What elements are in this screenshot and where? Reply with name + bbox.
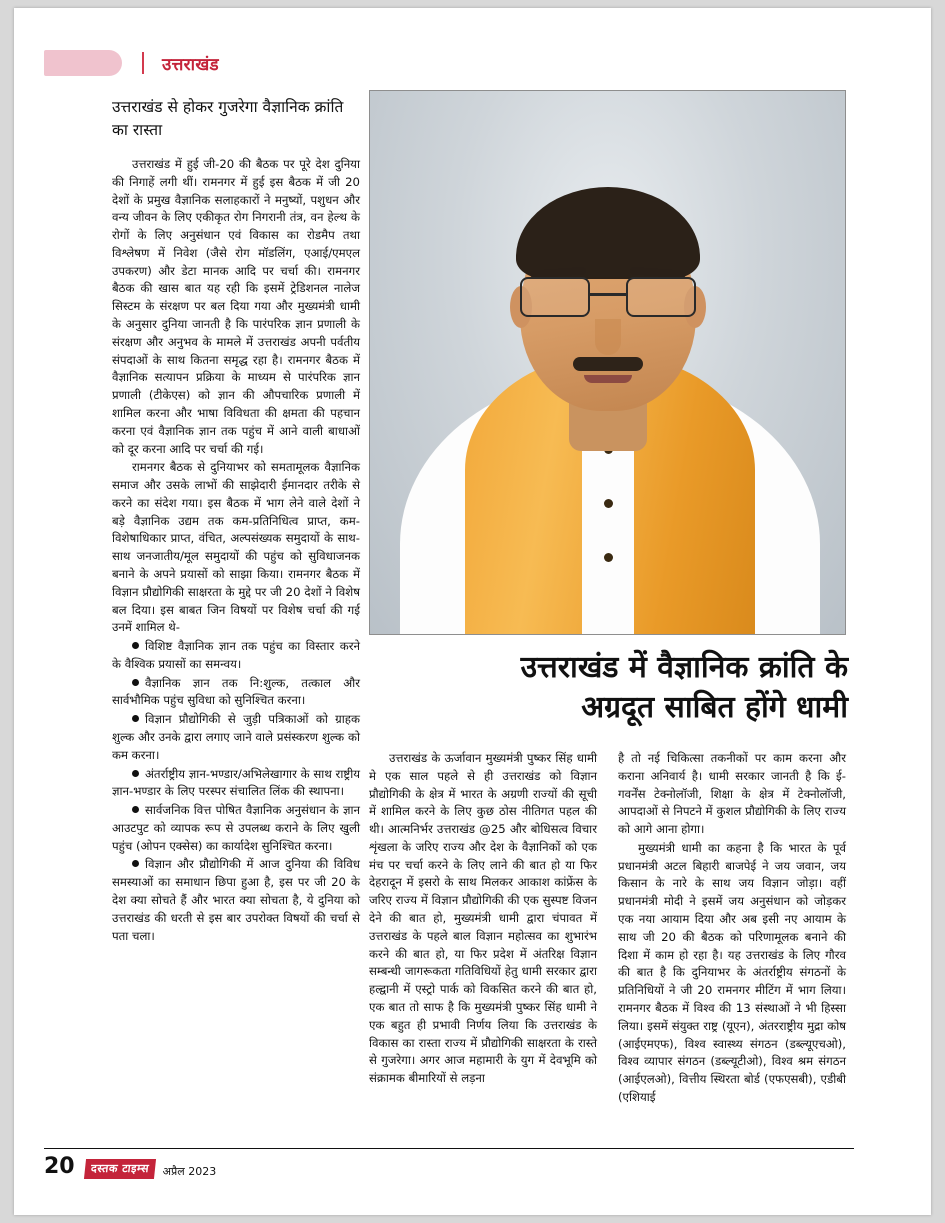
photo-mouth xyxy=(584,375,632,383)
article-photo xyxy=(369,90,846,635)
page-title xyxy=(366,648,848,727)
left-column xyxy=(112,156,360,946)
paragraph: उत्तराखंड के ऊर्जावान मुख्यमंत्री पुष्कर सिंह धामी मे एक साल पहले से ही उत्तराखंड को विज्ञान प्रौद्योगिकी के क्षेत्र में भारत के अग्रणी राज्यों की सूची में शामिल करने के लिए कुछ ठोस नीतिगत पहल की थी। आत्मनिर्भर उत्तराखंड @25 और बोधिसत्व विचार शृंखला के जरिए राज्य और देश के वैज्ञानिकों को एक मंच पर चर्चा करने के लिए लाने की बात हो या फिर देहरादून में इसरो के साथ मिलकर आकाश कांफ्रेंस के जरिए राज्य में विज्ञान प्रौद्योगिकी की एक सुस्पष्ट विजन देने की बात हो, मुख्यमंत्री धामी द्वारा चंपावत में उत्तराखंड के पहले बाल विज्ञान महोत्सव का शुभारंभ करने की बात हो, या फिर प्रदेश में अंतरिक्ष विज्ञान सम्बन्धी जागरूकता गतिविधियों हेतु धामी सरकार द्वारा हल्द्वानी में एस्ट्रो पार्क को विकसित करने की बात हो, एक बात तो साफ है कि मुख्यमंत्री पुष्कर सिंह धामी ने एक बहुत ही प्रभावी निर्णय लिया कि उत्तराखंड के विकास का रास्ता राज्य में प्रौद्योगिकी साक्षरता के रास्ते से गुजरेगा। अगर आज महामारी के युग में देवभूमि को संक्रामक बीमारियों से लड़ना xyxy=(369,751,597,1086)
publication-logo: दस्तक टाइम्स xyxy=(84,1159,156,1179)
bullet-item xyxy=(112,675,360,711)
headline-line-1: उत्तराखंड में वैज्ञानिक क्रांति के xyxy=(520,650,848,685)
paragraph: उत्तराखंड में हुई जी-20 की बैठक पर पूरे देश दुनिया की निगाहें लगी थीं। रामनगर में हुई इस बैठक में जी 20 देशों के प्रमुख वैज्ञानिक सलाहकारों ने मनुष्यों, पशुधन और वन्य जीवन के लिए एकीकृत रोग निगरानी तंत्र, वन हेल्थ के रोगों के लिए अनुसंधान एवं विकास का रोडमैप तथा विश्लेषण में निवेश (जैसे रोग मॉडलिंग, एआई/एमएल उपकरण) और डेटा मानक आदि पर चर्चा की। रामनगर बैठक की खास बात यह रही कि इसमें ट्रेडिशनल नालेज सिस्टम के संरक्षण पर बल दिया गया और मुख्यमंत्री धामी के अनुसार दुनिया जानती है कि पारंपरिक ज्ञान प्रणाली के संरक्षण और अनुभव के मामले में उत्तराखंड अपनी पर्वतीय संपदाओं के साथ कितना समृद्ध रहा है। रामनगर बैठक में वैज्ञानिक सत्यापन प्रक्रिया के माध्यम से पारंपरिक ज्ञान प्रणाली (टीकेएस) को ज्ञान की औपचारिक प्रणाली में शामिल करना और भाषा विविधता की क्षमता की पहचान करना एवं वैज्ञानिक ज्ञान तक पहुंच में आने वाली बाधाओं को दूर करना आदि पर चर्चा की गई। xyxy=(112,157,360,456)
bullet-text: विशिष्ट वैज्ञानिक ज्ञान तक पहुंच का विस्तार करने के वैश्विक प्रयासों का समन्वय। xyxy=(112,639,360,671)
page-footer xyxy=(44,1149,344,1179)
photo-glasses-bridge xyxy=(590,293,626,296)
photo-lens-right xyxy=(626,277,696,317)
issue-date: अप्रैल 2023 xyxy=(162,1165,217,1178)
bullet-text: अंतर्राष्ट्रीय ज्ञान-भण्डार/अभिलेखागार के साथ राष्ट्रीय ज्ञान-भण्डार के लिए परस्पर संचालित लिंक की स्थापना। xyxy=(112,766,360,799)
bullet-dot-icon xyxy=(132,642,139,649)
article-subheadline: उत्तराखंड से होकर गुजरेगा वैज्ञानिक क्रांति का रास्ता xyxy=(112,98,344,140)
photo-eyeglasses xyxy=(520,277,696,321)
paragraph: मुख्यमंत्री धामी का कहना है कि भारत के पूर्व प्रधानमंत्री अटल बिहारी बाजपेई ने जय जवान, जय किसान के नारे के साथ जय विज्ञान जोड़ा। वहीं प्रधानमंत्री मोदी ने इसमें जय अनुसंधान को जोड़कर एक नया आयाम दिया और अब इसी नए आयाम के साथ जी 20 की बैठक को परिणामूलक बनाने की दिशा में काम हो रहा है। यह उत्तराखंड के लिए गौरव की बात है कि दुनियाभर के अंतर्राष्ट्रीय संगठनों के प्रतिनिधियों ने जी 20 रामनगर मीटिंग में भाग लिया। रामनगर बैठक में विश्व की 13 संस्थाओं ने भी हिस्सा लिया। इसमें संयुक्त राष्ट्र (यूएन), अंतरराष्ट्रीय मुद्रा कोष (आईएमएफ), विश्व स्वास्थ्य संगठन (डब्ल्यूएचओ), विश्व व्यापार संगठन (डब्ल्यूटीओ), विश्व श्रम संगठन (आईएलओ), वित्तीय स्थिरता बोर्ड (एफएसबी), एडीबी (एशियाई xyxy=(618,840,846,1104)
bullet-item xyxy=(112,711,360,764)
page-number: 20 xyxy=(44,1154,75,1179)
bullet-text: वैज्ञानिक ज्ञान तक नि:शुल्क, तत्काल और सार्वभौमिक पहुंच सुविधा को सुनिश्चित करना। xyxy=(112,675,360,708)
bullet-text: सार्वजनिक वित्त पोषित वैज्ञानिक अनुसंधान के ज्ञान आउटपुट को व्यापक रूप से उपलब्ध कराने के लिए खुली पहुंच (ओपन एक्सेस) का कार्यादेश सुनिश्चित करना। xyxy=(112,803,360,853)
decorative-pink-tab xyxy=(44,50,122,76)
bullet-text: विज्ञान और प्रौद्योगिकी में आज दुनिया की विविध समस्याओं का समाधान छिपा हुआ है, इस पर जी 20 के देश क्या सोचते हैं और भारत क्या सोचता है, ये दुनिया को उत्तराखंड की धरती से इस बार उपरोक्त विषयों की चर्चा से पता चला। xyxy=(112,857,360,943)
middle-column xyxy=(369,750,597,1089)
photo-mustache xyxy=(573,357,643,371)
bullet-item xyxy=(112,638,360,674)
photo-vest-button xyxy=(604,499,613,508)
bullet-text: विज्ञान प्रौद्योगिकी से जुड़ी पत्रिकाओं को ग्राहक शुल्क और उनके द्वारा लगाए जाने वाले प्रसंस्करण शुल्क को कम करना। xyxy=(112,712,360,762)
header-divider xyxy=(142,52,144,74)
bullet-dot-icon xyxy=(132,806,139,813)
bullet-item xyxy=(112,856,360,945)
photo-nose xyxy=(595,319,621,355)
bullet-item xyxy=(112,766,360,802)
bullet-dot-icon xyxy=(132,770,139,777)
photo-lens-left xyxy=(520,277,590,317)
bullet-dot-icon xyxy=(132,860,139,867)
right-column xyxy=(618,750,846,1108)
bullet-item xyxy=(112,802,360,855)
headline-line-2: अग्रदूत साबित होंगे धामी xyxy=(581,689,848,725)
bullet-dot-icon xyxy=(132,715,139,722)
bullet-dot-icon xyxy=(132,679,139,686)
section-label: उत्तराखंड xyxy=(162,54,219,75)
paragraph: है तो नई चिकित्सा तकनीकों पर काम करना और कराना अनिवार्य है। धामी सरकार जानती है कि ई-गवर्नेंस टेक्नोलॉजी, शिक्षा के क्षेत्र में टेक्नोलॉजी, आपदाओं से निपटने में कुशल प्रौद्योगिकी के लिए राज्य को आगे आना होगा। xyxy=(618,751,846,837)
magazine-page xyxy=(14,8,931,1215)
paragraph: रामनगर बैठक से दुनियाभर को समतामूलक वैज्ञानिक समाज और उसके लाभों की साझेदारी ईमानदार तरीके से करने का संदेश गया। इस बैठक में भाग लेने वाले देशों ने बड़े वैज्ञानिक उद्यम तक कम-प्रतिनिधित्व प्राप्त, कम-विशेषाधिकार प्राप्त, वंचित, अल्पसंख्यक समुदायों के साथ-साथ जनजातीय/मूल समुदायों की पहुंच को सुविधाजनक बनाने के अपने प्रयासों को साझा किया। रामनगर बैठक में विज्ञान प्रौद्योगिकी साक्षरता के मुद्दे पर जी 20 देशों ने विशेष बल दिया। इस बाबत जिन विषयों पर विशेष चर्चा की गई उनमें शामिल थे- xyxy=(112,460,360,635)
page-header xyxy=(44,46,344,80)
photo-vest-button xyxy=(604,553,613,562)
